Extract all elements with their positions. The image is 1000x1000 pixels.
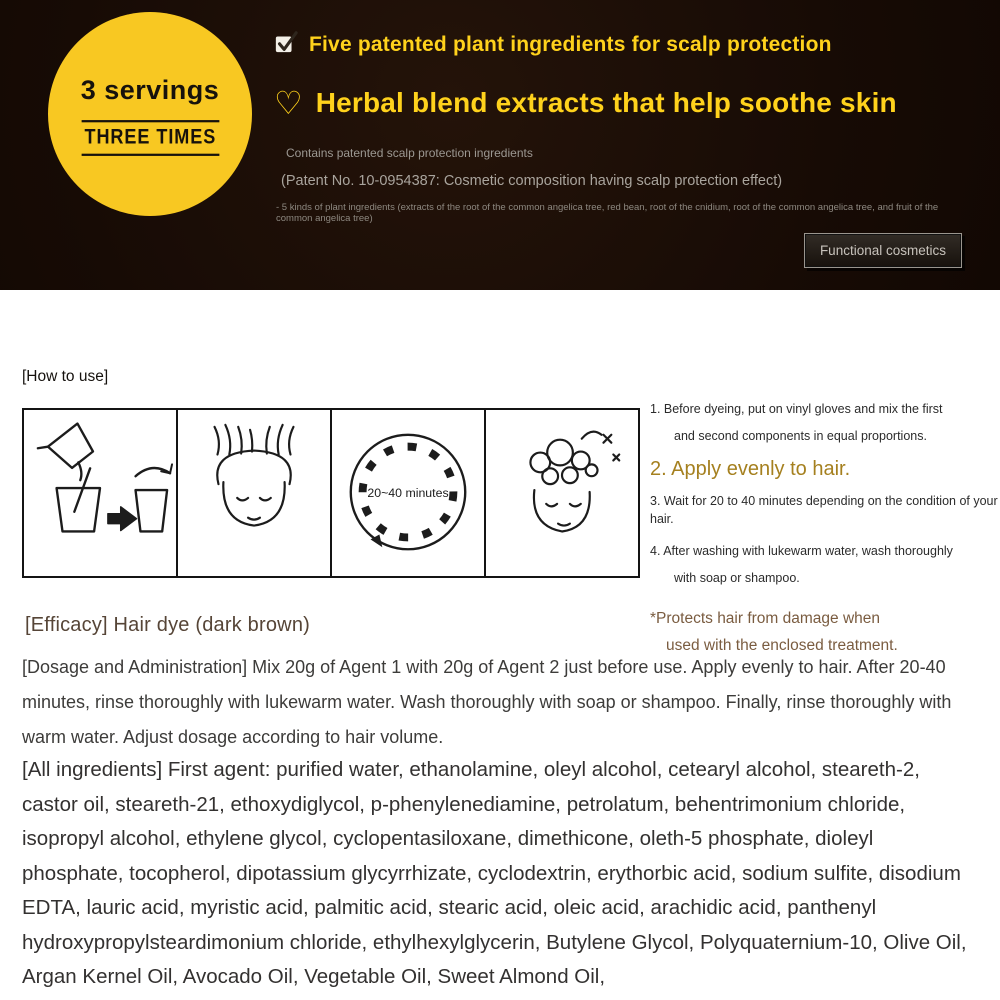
illustration-washing bbox=[484, 408, 640, 578]
timer-label: 20~40 minutes bbox=[367, 485, 449, 500]
subclaim-plant-list: - 5 kinds of plant ingredients (extracts of the root of the common angelica tree, red bean, root of the cnidium, root of the common angelica tree, and fruit of the common angelica tree) bbox=[276, 202, 939, 224]
claim-scalp-protection bbox=[274, 30, 964, 59]
step-1-line2: and second components in equal proportions. bbox=[674, 429, 927, 444]
subclaim-patent-ingredients: Contains patented scalp protection ingredients bbox=[286, 146, 533, 160]
claim1-text: Five patented plant ingredients for scalp protection bbox=[309, 32, 832, 56]
subclaim-patent-number: (Patent No. 10-0954387: Cosmetic composition having scalp protection effect) bbox=[281, 173, 783, 189]
promo-header bbox=[0, 0, 1000, 290]
claim-herbal-blend bbox=[274, 87, 964, 119]
servings-count: 3 servings bbox=[80, 74, 220, 105]
functional-cosmetics-badge: Functional cosmetics bbox=[804, 233, 962, 268]
step-4-line1: 4. After washing with lukewarm water, wash thoroughly bbox=[650, 543, 953, 558]
treatment-note-line1: *Protects hair from damage when bbox=[650, 609, 881, 627]
ingredients-paragraph: [All ingredients] First agent: purified water, ethanolamine, oleyl alcohol, cetearyl alcohol, steareth-2, castor oil, steareth-21, ethoxydiglycol, p-phenylenediamine, petrolatum, behentrimonium chloride, isopropyl alcohol, ethylene glycol, cyclopentasiloxane, dimethicone, oleth-5 phosphate, dioleyl phosphate, tocopherol, dipotassium glycyrrhizate, cyclodextrin, erythorbic acid, sodium sulfite, disodium EDTA, lauric acid, myristic acid, palmitic acid, stearic acid, oleic acid, arachidic acid, panthenyl hydroxypropylsteardimonium chloride, ethylhexylglycerin, Butylene Glycol, Polyquaternium-10, Olive Oil, Argan Kernel Oil, Avocado Oil, Vegetable Oil, Sweet Almond Oil, bbox=[22, 758, 967, 988]
step-3: 3. Wait for 20 to 40 minutes depending on the condition of your hair. bbox=[650, 494, 998, 527]
how-to-use-steps bbox=[650, 400, 998, 659]
how-to-use-title: [How to use] bbox=[22, 368, 109, 385]
illustration-applying bbox=[176, 408, 332, 578]
step-4-line2: with soap or shampoo. bbox=[674, 570, 800, 585]
step-2: 2. Apply evenly to hair. bbox=[650, 458, 851, 481]
dosage-paragraph: [Dosage and Administration] Mix 20g of Agent 1 with 20g of Agent 2 just before use. Apply evenly to hair. After 20-40 minutes, rinse thoroughly with lukewarm water. Wash thoroughly with soap or shampoo. Finally, rinse thoroughly with warm water. Adjust dosage according to hair volume. bbox=[22, 657, 952, 747]
efficacy-heading: [Efficacy] Hair dye (dark brown) bbox=[25, 614, 311, 636]
step-1-line1: 1. Before dyeing, put on vinyl gloves and mix the first bbox=[650, 402, 943, 416]
checkbox-icon bbox=[274, 30, 298, 59]
servings-badge bbox=[48, 12, 252, 216]
illustration-timer bbox=[330, 408, 486, 578]
illustration-mixing bbox=[22, 408, 178, 578]
servings-times: THREE TIMES bbox=[81, 120, 218, 156]
header-claims bbox=[274, 30, 964, 224]
heart-icon: ♡ bbox=[274, 85, 303, 121]
claim2-text: Herbal blend extracts that help soothe skin bbox=[315, 87, 897, 118]
how-to-use-illustrations bbox=[22, 408, 640, 578]
treatment-note-line2: used with the enclosed treatment. bbox=[666, 636, 898, 654]
